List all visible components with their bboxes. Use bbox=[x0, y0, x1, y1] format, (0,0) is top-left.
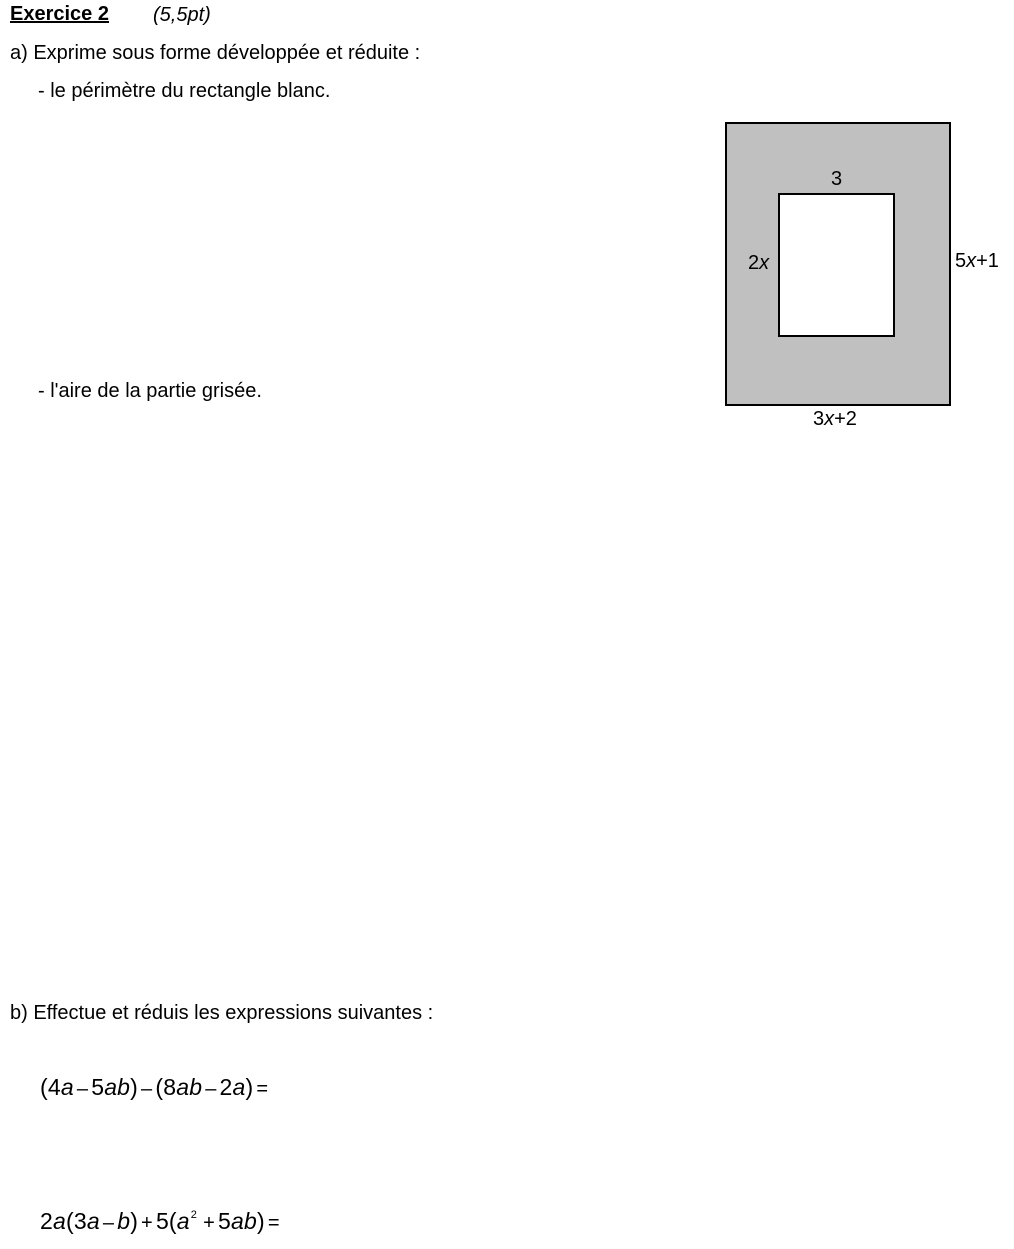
expression-2: $2a(3a - b) + 5(a^2 + 5ab)$ = bbox=[40, 1208, 280, 1234]
exercise-title: Exercice 2 bbox=[10, 3, 109, 25]
label-inner-height: 2x bbox=[748, 252, 770, 274]
expression-1: (4a – 5ab) – (8ab – 2a) = bbox=[40, 1074, 269, 1100]
label-outer-width: 3x+2 bbox=[813, 408, 857, 430]
part-a-prompt: a) Exprime sous forme développée et réduite : bbox=[10, 42, 421, 64]
part-a-item-area: - l'aire de la partie grisée. bbox=[38, 380, 262, 402]
part-b-prompt: b) Effectue et réduis les expressions suivantes : bbox=[10, 1002, 434, 1024]
part-a-item-perimeter: - le périmètre du rectangle blanc. bbox=[38, 80, 331, 102]
label-inner-width: 3 bbox=[831, 168, 843, 190]
label-outer-height: 5x+1 bbox=[955, 250, 999, 272]
exercise-points: (5,5pt) bbox=[153, 4, 211, 26]
inner-white-rectangle bbox=[778, 193, 895, 337]
